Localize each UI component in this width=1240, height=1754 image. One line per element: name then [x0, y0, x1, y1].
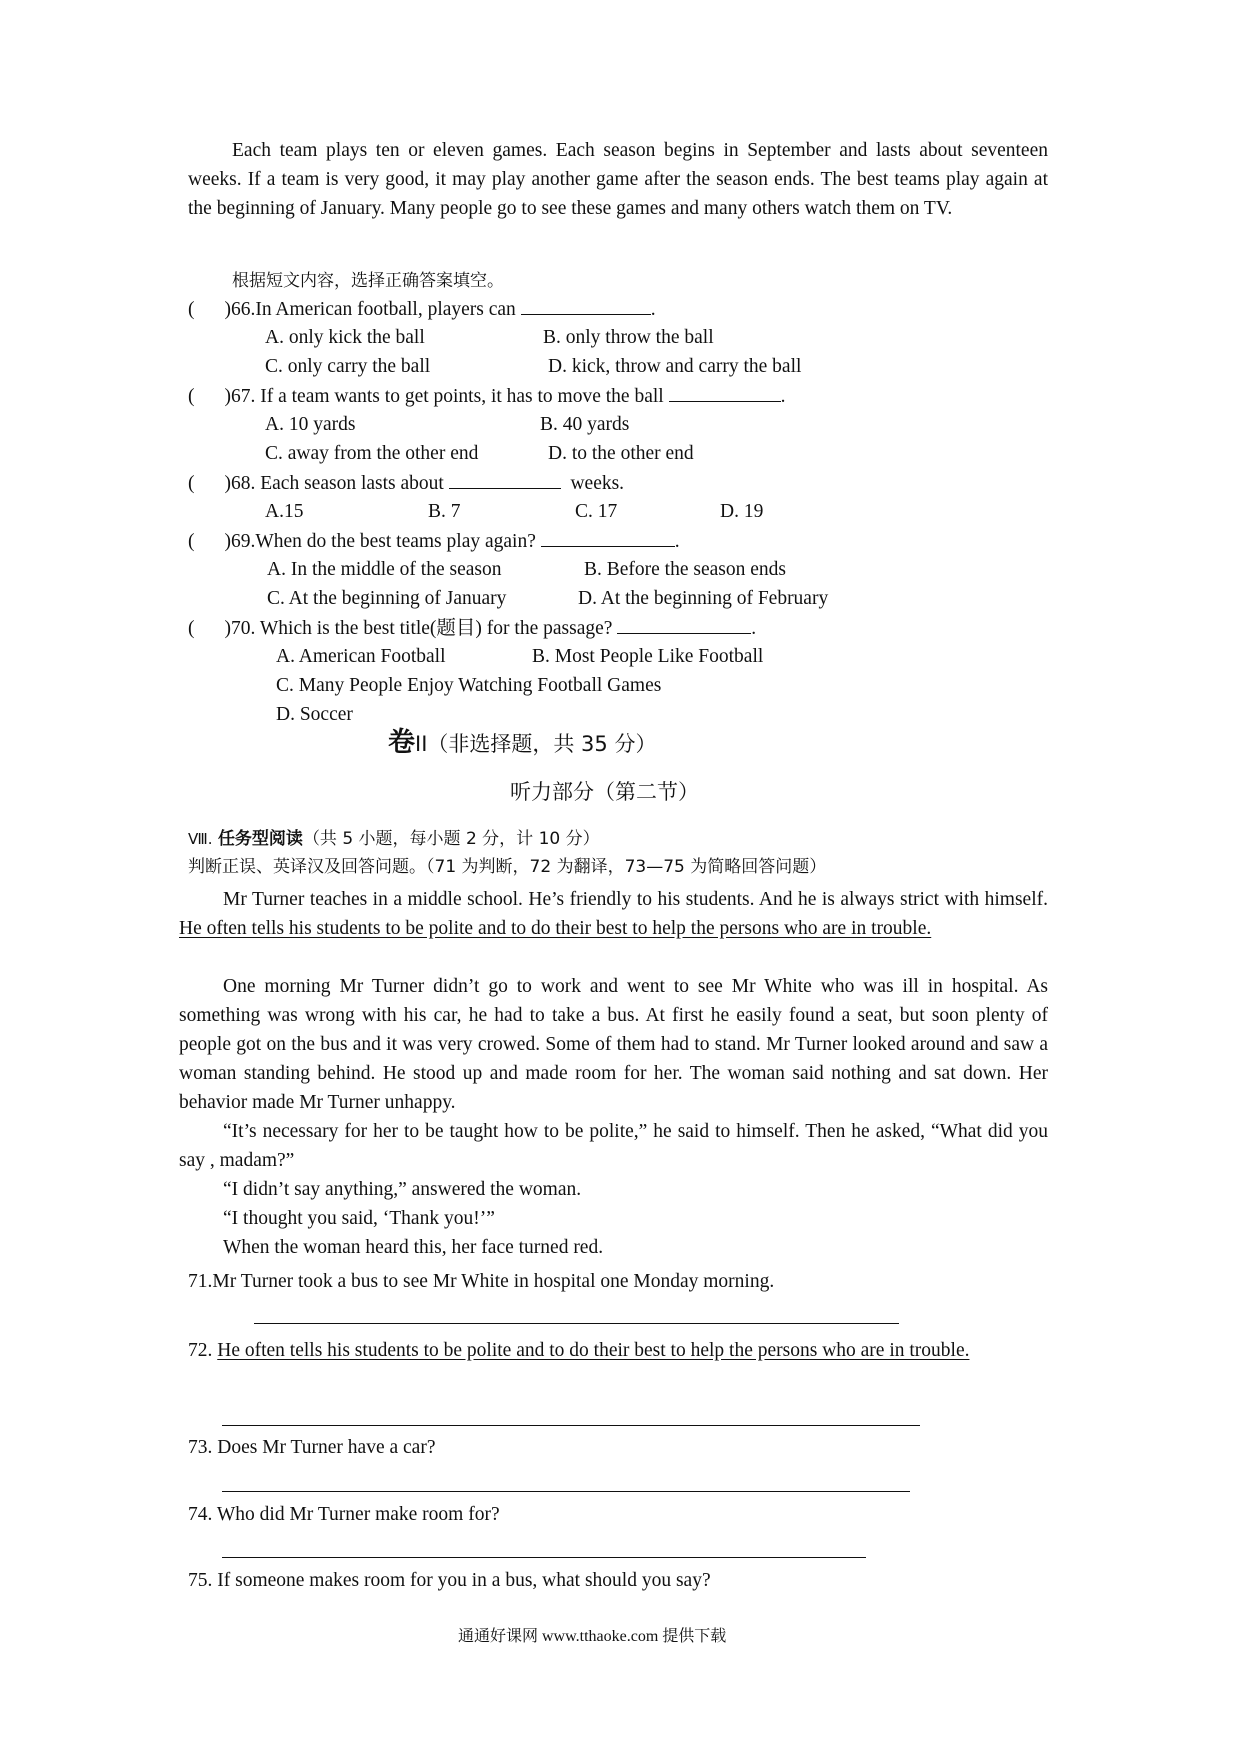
question-66: ( )66.In American football, players can . [188, 294, 656, 324]
option-b[interactable]: B. 7 [428, 501, 461, 522]
answer-paren[interactable]: ( [188, 299, 195, 320]
option-d[interactable]: D. Soccer [276, 704, 353, 725]
option-b[interactable]: B. Before the season ends [584, 559, 786, 580]
passage2-paragraph-2: One morning Mr Turner didn’t go to work and went to see Mr White who was ill in hospital. As something was wrong with his car, he had to take a bus. At first he easily found a seat, but soon plenty of people got on the bus and it was very crowed. Some of them had to stand. Mr Turner looked around and saw a woman standing behind. He stood up and made room for her. The woman said nothing and sat down. Her behavior made Mr Turner unhappy. [179, 976, 1048, 1113]
question-stem: )66.In American football, players can [224, 299, 516, 320]
question-70: ( )70. Which is the best title(题目) for the passage? . [188, 613, 756, 643]
answer-line-72[interactable] [222, 1425, 920, 1426]
option-a[interactable]: A.15 [265, 501, 304, 522]
passage2-paragraph-5: “I thought you said, ‘Thank you!’” [223, 1208, 495, 1229]
question-stem: )68. Each season lasts about [224, 473, 444, 494]
answer-line-74[interactable] [222, 1557, 866, 1558]
question-75: 75. If someone makes room for you in a bus, what should you say? [188, 1570, 711, 1591]
option-a[interactable]: A. 10 yards [265, 414, 356, 435]
question-67: ( )67. If a team wants to get points, it has to move the ball . [188, 381, 785, 411]
option-b[interactable]: B. only throw the ball [543, 327, 714, 348]
passage2-paragraph-4: “I didn’t say anything,” answered the woman. [223, 1179, 582, 1200]
option-a[interactable]: A. only kick the ball [265, 327, 425, 348]
option-b[interactable]: B. 40 yards [540, 414, 630, 435]
question-71: 71.Mr Turner took a bus to see Mr White in hospital one Monday morning. [188, 1271, 775, 1292]
option-d[interactable]: D. At the beginning of February [578, 588, 829, 609]
question-72: 72. He often tells his students to be polite and to do their best to help the persons who are in trouble. [188, 1340, 970, 1361]
answer-paren[interactable]: ( [188, 473, 195, 494]
answer-blank[interactable] [617, 613, 751, 634]
answer-line-73[interactable] [222, 1491, 910, 1492]
section-subtitle: 听力部分（第二节） [510, 780, 699, 804]
option-d[interactable]: D. kick, throw and carry the ball [548, 356, 802, 377]
passage1-paragraph: Each team plays ten or eleven games. Each season begins in September and lasts about seventeen weeks. If a team is very good, it may play another game after the season ends. The best teams play again at the beginning of January. Many people go to see these games and many others watch them on TV. [188, 140, 1048, 219]
question-stem: )69.When do the best teams play again? [224, 531, 536, 552]
option-a[interactable]: A. American Football [276, 646, 446, 667]
option-c[interactable]: C. 17 [575, 501, 618, 522]
passage2-paragraph-6: When the woman heard this, her face turned red. [223, 1237, 604, 1258]
question-73: 73. Does Mr Turner have a car? [188, 1437, 436, 1458]
answer-paren[interactable]: ( [188, 531, 195, 552]
task-heading: Ⅷ. 任务型阅读（共 5 小题，每小题 2 分，计 10 分） [188, 829, 600, 849]
question-stem: )67. If a team wants to get points, it has to move the ball [224, 386, 664, 407]
section-title: 卷II（非选择题，共 35 分） [388, 727, 657, 758]
option-b[interactable]: B. Most People Like Football [532, 646, 764, 667]
underlined-sentence: He often tells his students to be polite and to do their best to help the persons who are in trouble. [179, 918, 932, 939]
passage1-instruction: 根据短文内容，选择正确答案填空。 [232, 271, 504, 291]
option-c[interactable]: C. only carry the ball [265, 356, 431, 377]
answer-paren[interactable]: ( [188, 386, 195, 407]
underlined-sentence: He often tells his students to be polite and to do their best to help the persons who are in trouble. [217, 1340, 970, 1361]
answer-paren[interactable]: ( [188, 618, 195, 639]
question-68: ( )68. Each season lasts about weeks. [188, 468, 624, 498]
option-c[interactable]: C. Many People Enjoy Watching Football Games [276, 675, 662, 696]
option-a[interactable]: A. In the middle of the season [267, 559, 502, 580]
answer-blank[interactable] [541, 526, 675, 547]
answer-blank[interactable] [449, 468, 561, 489]
option-d[interactable]: D. 19 [720, 501, 764, 522]
question-stem: )70. Which is the best title(题目) for the passage? [224, 618, 613, 639]
question-69: ( )69.When do the best teams play again? . [188, 526, 680, 556]
option-c[interactable]: C. At the beginning of January [267, 588, 507, 609]
passage2-paragraph-1: Mr Turner teaches in a middle school. He’s friendly to his students. And he is always strict with himself. He often tells his students to be polite and to do their best to help the persons who are in trouble. [179, 889, 1048, 939]
passage2-paragraph-3: “It’s necessary for her to be taught how to be polite,” he said to himself. Then he asked, “What did you say , madam?” [179, 1121, 1048, 1171]
option-c[interactable]: C. away from the other end [265, 443, 479, 464]
question-74: 74. Who did Mr Turner make room for? [188, 1504, 500, 1525]
answer-blank[interactable] [669, 381, 781, 402]
answer-blank[interactable] [521, 294, 651, 315]
answer-line-71[interactable] [254, 1323, 899, 1324]
page-footer: 通通好课网 www.tthaoke.com 提供下载 [458, 1628, 727, 1645]
option-d[interactable]: D. to the other end [548, 443, 694, 464]
task-instruction: 判断正误、英译汉及回答问题。（71 为判断，72 为翻译，73—75 为简略回答问题） [188, 857, 827, 877]
